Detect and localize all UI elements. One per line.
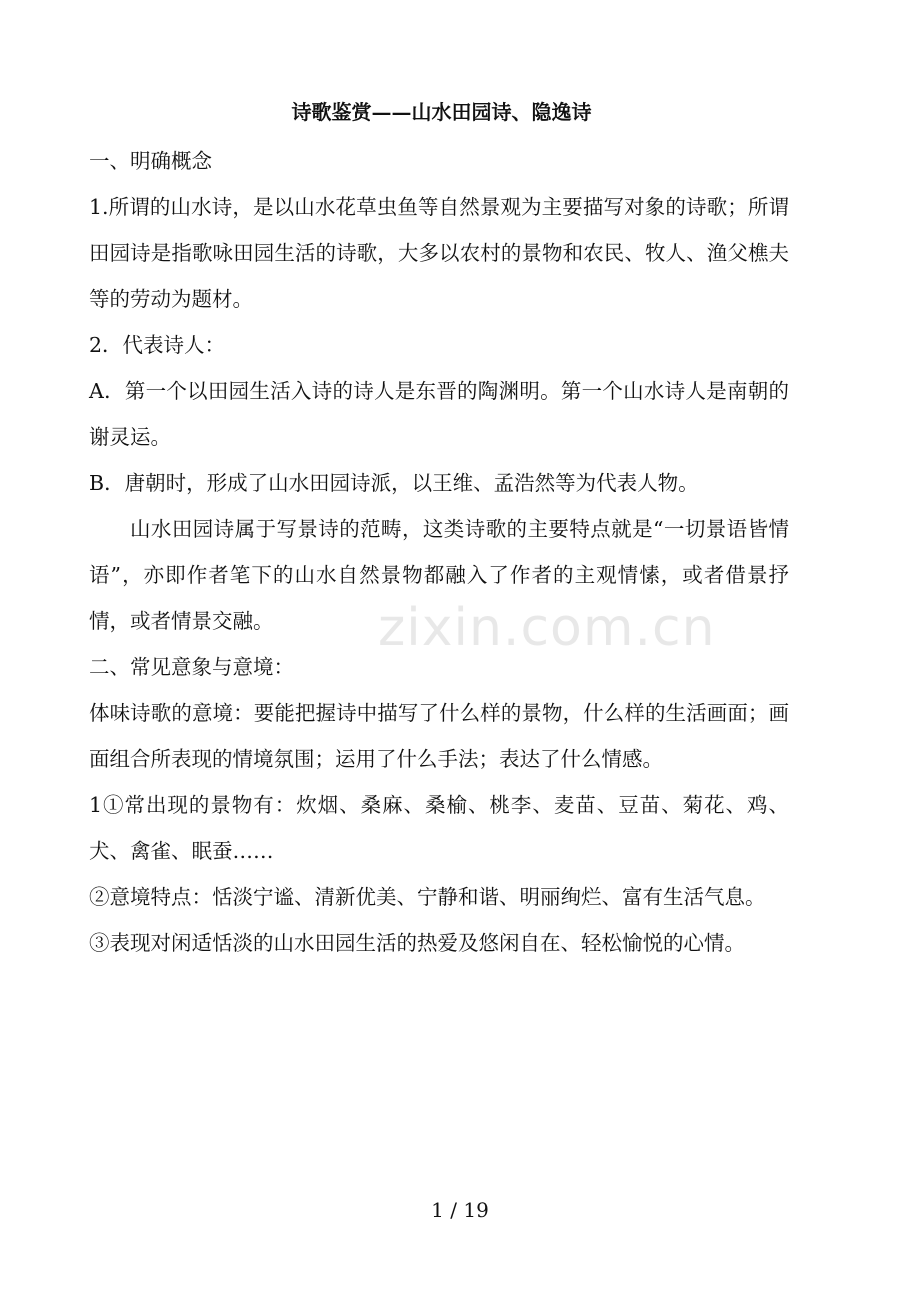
watermark: zixin.com.cn	[378, 598, 716, 658]
paragraph-mood-features: ②意境特点：恬淡宁谧、清新优美、宁静和谐、明丽绚烂、富有生活气息。	[89, 885, 766, 909]
section-heading-imagery: 二、常见意象与意境：	[89, 655, 294, 679]
page-number: 1 / 19	[431, 1198, 489, 1222]
paragraph-common-scenery: 1①常出现的景物有：炊烟、桑麻、桑榆、桃李、麦苗、豆苗、菊花、鸡、犬、禽雀、眠蚕……	[89, 793, 789, 863]
paragraph-poets-heading: 2．代表诗人：	[89, 333, 226, 357]
section-heading-concepts: 一、明确概念	[89, 149, 212, 173]
paragraph-emotion: ③表现对闲适恬淡的山水田园生活的热爱及悠闲自在、轻松愉悦的心情。	[89, 931, 745, 955]
paragraph-definition: 1.所谓的山水诗，是以山水花草虫鱼等自然景观为主要描写对象的诗歌；所谓田园诗是指歌咏田园生活的诗歌，大多以农村的景物和农民、牧人、渔父樵夫等的劳动为题材。	[89, 195, 789, 311]
document-body	[89, 92, 789, 966]
paragraph-poets-a: A．第一个以田园生活入诗的诗人是东晋的陶渊明。第一个山水诗人是南朝的谢灵运。	[89, 379, 789, 449]
paragraph-characteristics: 山水田园诗属于写景诗的范畴，这类诗歌的主要特点就是“一切景语皆情语”，亦即作者笔下的山水自然景物都融入了作者的主观情愫，或者借景抒情，或者情景交融。	[89, 517, 789, 633]
paragraph-artistic-conception: 体味诗歌的意境：要能把握诗中描写了什么样的景物，什么样的生活画面；画面组合所表现的情境氛围；运用了什么手法；表达了什么情感。	[89, 701, 789, 771]
paragraph-poets-b: B．唐朝时，形成了山水田园诗派，以王维、孟浩然等为代表人物。	[89, 471, 699, 495]
document-title: 诗歌鉴赏——山水田园诗、隐逸诗	[291, 100, 592, 124]
